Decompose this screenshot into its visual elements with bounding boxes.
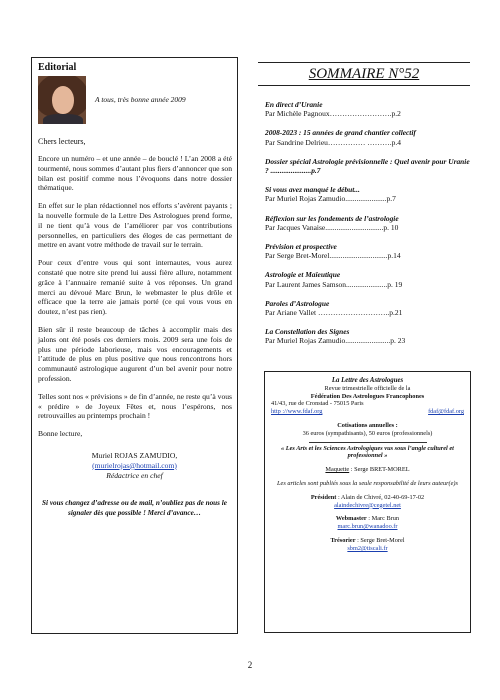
toc-entry-title: Paroles d’Astrologue: [265, 298, 330, 308]
toc-entry[interactable]: [265, 185, 471, 203]
info-line: Fédération Des Astrologues Francophones: [310, 392, 425, 400]
president-email[interactable]: alaindechivre@cegetel.net: [334, 501, 401, 509]
toc-entry[interactable]: [265, 242, 471, 260]
president-value: : Alain de Chivré, 02-40-69-17-02: [336, 493, 425, 501]
contact-row: [271, 408, 464, 416]
toc-entry-byline: Par Muriel Rojas Zamudio........................p. 23: [265, 336, 406, 346]
toc-entry-title: En direct d’Uranie: [265, 100, 323, 109]
president-label: Président: [310, 493, 337, 501]
tresorier-email[interactable]: sbm2@tiscali.fr: [347, 544, 388, 552]
toc-entry-title: Réflexion sur les fondements de l’astrologie: [265, 213, 399, 223]
toc-entry-byline: Par Michèle Pagnoux…………………….p.2: [265, 109, 401, 119]
disclaimer: Les articles sont publiés sous la seule responsabilité de leurs auteur(e)s: [277, 479, 458, 487]
table-of-contents: [265, 100, 471, 356]
signature-role: Rédactrice en chef: [106, 470, 163, 480]
president-line: [271, 494, 464, 502]
editorial-paragraph: Encore un numéro – et une année – de bouclé ! L’an 2008 a été tourmenté, nous sommes d’autant plus fiers d’annoncer que son bilan est positif comme nous l’évoquons dans notre dossier thématique.: [38, 154, 232, 193]
toc-entry-title: Si vous avez manqué le début...: [265, 185, 360, 195]
editorial-title: Editorial: [38, 62, 77, 73]
email-link[interactable]: fdaf@fdaf.org: [428, 408, 464, 416]
signature: [37, 451, 232, 480]
maquette-value: : Serge BRET-MOREL: [349, 466, 410, 474]
maquette-line: [271, 466, 464, 474]
cotisations-title: Cotisations annuelles :: [337, 421, 398, 429]
info-title: La Lettre des Astrologues: [331, 377, 404, 384]
webmaster-email[interactable]: marc.brun@wanadoo.fr: [337, 523, 398, 531]
signature-name: Muriel ROJAS ZAMUDIO,: [91, 450, 178, 460]
toc-entry-title: La Constellation des Signes: [265, 327, 350, 337]
page-number: 2: [247, 660, 253, 670]
tresorier-line: [271, 537, 464, 545]
address-row: [271, 400, 464, 408]
editorial-paragraph: Pour ceux d’entre vous qui sont internautes, vous aurez constaté que notre site prend lui aussi fière allure, notamment grâce à l’annuaire remanié suite à vos réponses. Un grand merci au dévoué Marc Brun, le webmaster le plus drôle et efficace que la terre aie jamais porté (ce qui vous vous en doutez, n’est pas rien).: [38, 258, 232, 317]
toc-entry-byline: Par Jacques Vanaise...............................p. 10: [265, 222, 399, 232]
motto: « Les Arts et les Sciences Astrologiques vus sous l’angle culturel et professionnel »: [281, 444, 454, 460]
info-line: Revue trimestrielle officielle de la: [324, 384, 411, 392]
photo-row: [37, 75, 232, 133]
webmaster-label: Webmaster: [335, 515, 367, 523]
toc-entry-byline: Par Ariane Vallet ………………………..p.21: [265, 308, 403, 318]
signature-email[interactable]: (murielrojas@hotmail.com): [92, 460, 177, 470]
sommaire-title: SOMMAIRE N°52: [258, 62, 470, 86]
toc-entry[interactable]: [265, 214, 471, 232]
webmaster-value: : Marc Brun: [366, 515, 400, 523]
toc-entry[interactable]: [265, 157, 471, 175]
toc-entry-byline: Par Sandrine Delrieu…………… ……….p.4: [265, 137, 402, 147]
photo-caption: A tous, très bonne année 2009: [95, 95, 186, 104]
separator: [309, 442, 427, 443]
maquette-label: Maquette: [325, 466, 350, 474]
toc-entry-title: Dossier spécial Astrologie prévisionnelle : Quel avenir pour Uranie ? ......................p.7: [265, 156, 470, 176]
toc-entry[interactable]: [265, 270, 471, 288]
toc-entry[interactable]: [265, 128, 471, 146]
toc-entry-byline: Par Muriel Rojas Zamudio......................p.7: [265, 194, 396, 204]
greeting: Chers lecteurs,: [38, 137, 86, 146]
toc-entry[interactable]: [265, 327, 471, 345]
editorial-paragraph: Telles sont nos « prévisions » de fin d’année, ne reste qu’à vous « prédire » de Joyeux Fêtes et, nous l’espérons, nos retrouvailles au printemps prochain !: [38, 391, 232, 421]
tresorier-value: : Serge Bret-Morel: [355, 536, 405, 544]
author-photo: [38, 76, 86, 124]
editorial-paragraph: En effet sur le plan rédactionnel nos efforts s’avèrent payants ; la nouvelle formule de la Lettre Des Astrologues prend forme, il ne tient qu’à vous de l’améliorer par vos contributions personnelles, en particuliers des éloges de cas permettant de mettre en avant votre méthode de travail sur le terrain.: [38, 201, 232, 250]
address: 41/43, rue de Cronstad - 75015 Paris: [271, 400, 364, 408]
toc-entry-title: Astrologie et Maïeutique: [265, 270, 341, 280]
address-change-note: Si vous changez d’adresse ou de mail, n’oubliez pas de nous le signaler dès que possible ! Merci d’avance…: [42, 499, 227, 517]
tresorier-label: Trésorier: [330, 536, 356, 544]
toc-entry-title: 2008-2023 : 15 années de grand chantier collectif: [265, 128, 416, 138]
toc-entry-byline: Par Serge Bret-Morel...............................p.14: [265, 251, 401, 261]
toc-entry[interactable]: [265, 299, 471, 317]
closing: Bonne lecture,: [38, 429, 83, 439]
editorial-box: [31, 57, 238, 634]
webmaster-line: [271, 515, 464, 523]
toc-entry[interactable]: [265, 100, 471, 118]
toc-entry-title: Prévision et prospective: [265, 242, 337, 252]
website-link[interactable]: http ://www.fdaf.org: [271, 408, 323, 416]
cotisations: 36 euros (sympathisants), 50 euros (professionnels): [302, 429, 433, 437]
info-box: [264, 371, 471, 633]
editorial-paragraph: Bien sûr il reste beaucoup de tâches à accomplir mais des jalons ont été posés ces derniers mois. 2009 sera une fois de plus une période laborieuse, mais vos encouragements et l’attitude de plus en plus positive que nous rencontrons hors communauté astrologique augurent d’un bel avenir pour notre profession.: [38, 324, 232, 383]
toc-entry-byline: Par Laurent James Samson......................p. 19: [265, 279, 403, 289]
